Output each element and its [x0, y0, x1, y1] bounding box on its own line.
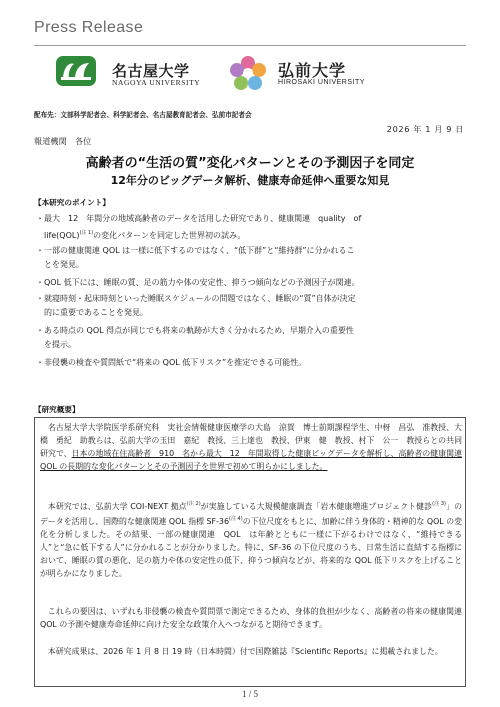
nagoya-university-logo — [56, 56, 96, 86]
summary-paragraph-4: 本研究成果は、2026 年 1 月 8 日 19 時（日本時間）付で国際雑誌『Scientific Reports』に掲載されました。 — [47, 647, 443, 656]
distribution-list: 配布先：文部科学記者会、科学記者会、名古屋教育記者会、弘前市記者会 — [34, 111, 252, 119]
hirosaki-university-name: 弘前大学 — [278, 61, 347, 80]
nagoya-university-name-en: NAGOYA UNIVERSITY — [112, 78, 201, 87]
point-item: ・非侵襲の検査や質問紙で“将来の QOL 低下リスク”を推定できる可能性。 — [36, 358, 307, 367]
page-number: 1 / 5 — [241, 689, 258, 699]
points-heading: 【本研究のポイント】 — [34, 198, 110, 207]
nagoya-university-name: 名古屋大学 — [112, 62, 190, 80]
summary-paragraph-1: 名古屋大学大学院医学系研究科 実社会情報健康医療学の大島 涼賀 博士前期課程学生、中枒 昌弘 准教授、大橋 勇紀 助教らは、弘前大学の玉田 嘉紀 教授、三上達也 教授、伊東 健 教授、村下 公一 教授らとの共同研究で、日本の地域在住高齢者 910 名から最大 12 年間取得した健康ビッグデータを解析し、高齢者の健康関連 QOL の長期的な変化パターンとその予測因子を世界で初めて明らかにしました。 — [40, 423, 463, 472]
header-divider — [34, 45, 466, 46]
page-subtitle: 12年分のビッグデータ解析、健康寿命延伸へ重要な知見 — [110, 174, 390, 187]
summary-heading: 【研究概要】 — [34, 405, 80, 414]
point-item: ・一部の健康関連 QOL は一様に低下するのではなく、“低下群”と“維持群”に分かれるこ とを発見。 — [36, 246, 355, 269]
summary-paragraph-3: これらの要因は、いずれも非侵襲の検査や質問票で測定できるため、身体的負担が少なく、高齢者の将来の健康関連 QOL の予測や健康寿命延伸に向けた安全な政策介入へつながると期待できます。 — [40, 607, 462, 630]
page-title: 高齢者の“生活の質”変化パターンとその予測因子を同定 — [85, 156, 415, 171]
point-item: ・ある時点の QOL 得点が同じでも将来の軌跡が大きく分かれるため、早期介入の重要性 を提示。 — [36, 326, 354, 349]
press-release-label: Press Release — [34, 19, 144, 36]
release-date: 2026 年 1 月 9 日 — [386, 124, 464, 134]
addressee: 報道機関 各位 — [34, 136, 92, 146]
hirosaki-university-name-en: HIROSAKI UNIVERSITY — [278, 79, 365, 86]
point-item: ・QOL 低下には、睡眠の質、足の筋力や体の安定性、抑うつ傾向などの予測因子が関連。 — [36, 278, 360, 287]
point-item: ・就寝時刻・起床時刻といった睡眠スケジュールの問題ではなく、睡眠の“質”自体が決定 的に重要であることを発見。 — [36, 294, 356, 317]
hirosaki-university-logo — [229, 55, 267, 91]
point-item: ・最大 12 年間分の地域高齢者のデータを活用した研究であり、健康関連 quality of life(QOL)$^{(注 1)}$の変化パターンを同定した世界初の試み。 — [36, 214, 362, 240]
summary-paragraph-2: 本研究では、弘前大学 COI-NEXT 拠点$^{(注 2)}$が実施している大規模健康調査「岩木健康増進プロジェクト健診$^{(注 3)}$」のデータを活用し、国際的な健康関連 QOL 指標 $SF-36^{(注 4)}$の下位尺度をもとに、加齢に伴う身体的・精神的な QOL の変化を分析しました。その結果、一部の健康関連 QOL は年齢とともに一様に下がるわけではなく、“維持できる人”と“急に低下する人”に分かれることが分かりました。特に、SF-36 の下位尺度のうち、日常生活に直結する指標において、睡眠の質の悪化、足の筋力や体の安定性の低下、抑うつ傾向などが、将来的な QOL 低下リスクを上げることが明らかになりました。 — [40, 501, 462, 579]
